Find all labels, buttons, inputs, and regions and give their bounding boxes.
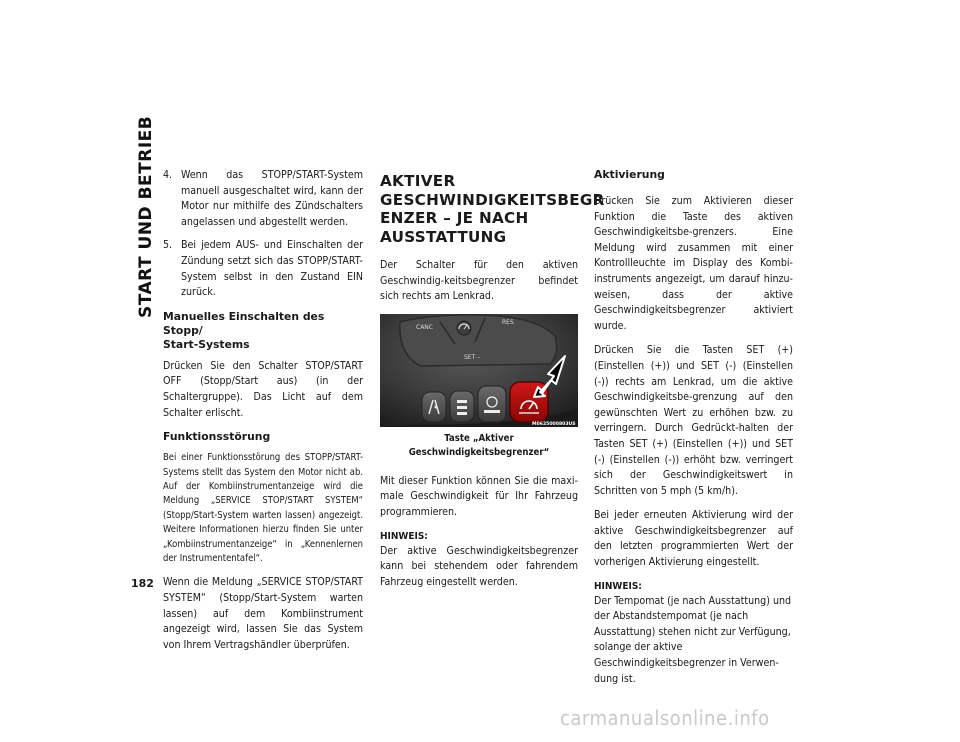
list-item-number: 5. bbox=[163, 239, 173, 252]
paragraph-activation-2: Drücken Sie die Tasten SET (+) (Einstellen (+)) und SET (-) (Einstellen (-)) rechts am Lenkrad, um die aktive Geschwindigkeitsbe-grenzung auf den gewünschten Wert zu erhöhen bzw. zu verringern. Durch Gedrückt-halten der Tasten SET (+) (Einstellen (+)) und SET (-) (Einstellen (-)) erhöht bzw. verringert sich der Geschwindigkeitswert in Schritten von 5 mph (5 km/h). bbox=[594, 344, 793, 497]
speed-limiter-button bbox=[510, 382, 548, 422]
list-item bbox=[163, 168, 363, 230]
note-text: Der Tempomat (je nach Ausstattung) und der Abstandstempomat (je nach Ausstattung) stehen nicht zur Verfügung, solange der aktive Geschwindigkeitsbegrenzer in Verwen-dung ist. bbox=[594, 594, 792, 685]
paragraph-fault: Bei einer Funktionsstörung des STOPP/START-Systems stellt das System den Motor nicht ab. Auf der Kombiinstrumentanzeige wird die Meldung „SERVICE STOP/START SYSTEM“ (Stopp/Start-System warten lassen) angezeigt. Weitere Informationen hierzu finden Sie unter „Kombiinstrumentanzeige“ in „Kennenlernen der Instrumententafel“. bbox=[163, 452, 363, 564]
paragraph-manual: Drücken Sie den Schalter STOP/START OFF (Stopp/Start aus) (in der Schaltergruppe). Das Licht auf dem Schalter erlischt. bbox=[163, 359, 363, 419]
steering-wheel-switch-illustration bbox=[380, 314, 578, 427]
note-label: HINWEIS: bbox=[594, 580, 642, 592]
set-label: SET – bbox=[464, 353, 481, 361]
list-item-number: 4. bbox=[163, 169, 173, 181]
watermark: carmanualsonline.info bbox=[560, 706, 770, 730]
column-middle bbox=[380, 168, 605, 599]
side-tab-label: START UND BETRIEB bbox=[136, 115, 156, 318]
list-item bbox=[163, 238, 363, 300]
column-left bbox=[163, 168, 363, 662]
image-code: M0625000803US bbox=[532, 421, 576, 427]
distance-icon bbox=[457, 400, 467, 415]
list-item-text: Wenn das STOPP/START-System manuell ausgeschaltet wird, kann der Motor nur mithilfe des Zündschalters angelassen und abgestellt werden. bbox=[181, 169, 363, 228]
steering-wheel-switch-photo bbox=[380, 314, 578, 427]
res-label: RES bbox=[502, 318, 514, 326]
heading-manual: Manuelles Einschalten des Stopp/ Start-Systems bbox=[163, 309, 325, 351]
figure-caption: Taste „Aktiver Geschwindigkeitsbegrenzer“ bbox=[408, 432, 550, 458]
heading-fault: Funktionsstörung bbox=[163, 430, 271, 444]
paragraph-intro: Der Schalter für den aktiven Geschwindig-keitsbegrenzer befindet sich rechts am Lenkrad. bbox=[380, 259, 578, 303]
paragraph-max: Mit dieser Funktion können Sie die maxi-male Geschwindigkeit für Ihr Fahrzeug programmieren. bbox=[380, 474, 578, 518]
note-text: Der aktive Geschwindigkeitsbegrenzer kann bei stehendem oder fahrendem Fahrzeug eingestellt werden. bbox=[380, 544, 578, 588]
canc-label: CANC bbox=[416, 323, 433, 331]
section-title: AKTIVER GESCHWINDIGKEITSBEGR ENZER – JE NACH AUSSTATTUNG bbox=[380, 172, 605, 246]
column-right bbox=[594, 168, 793, 696]
page-number: 182 bbox=[131, 577, 154, 590]
side-tab bbox=[133, 115, 157, 570]
paragraph-activation-1: Drücken Sie zum Aktivieren dieser Funktion die Taste des aktiven Geschwindigkeitsbe-grenzers. Eine Meldung wird zusammen mit einer Kontrollleuchte im Display des Kombi-instruments angezeigt, um darauf hinzu-weisen, dass der aktive Geschwindigkeitsbegrenzer aktiviert wurde. bbox=[594, 195, 793, 332]
note-label: HINWEIS: bbox=[380, 530, 428, 542]
paragraph-service: Wenn die Meldung „SERVICE STOP/START SYSTEM“ (Stopp/Start-System warten lassen) auf dem Kombiinstrument angezeigt wird, lassen Sie das System von Ihrem Vertragshändler überprüfen. bbox=[163, 576, 363, 651]
list-item-text: Bei jedem AUS- und Einschalten der Zündung setzt sich das STOPP/START-System selbst in den Zustand EIN zurück. bbox=[181, 239, 363, 299]
heading-activation: Aktivierung bbox=[594, 168, 665, 181]
paragraph-activation-3: Bei jeder erneuten Aktivierung wird der aktive Geschwindigkeitsbegrenzer auf den letzten programmierten Wert der vorherigen Aktivierung eingestellt. bbox=[594, 509, 793, 569]
